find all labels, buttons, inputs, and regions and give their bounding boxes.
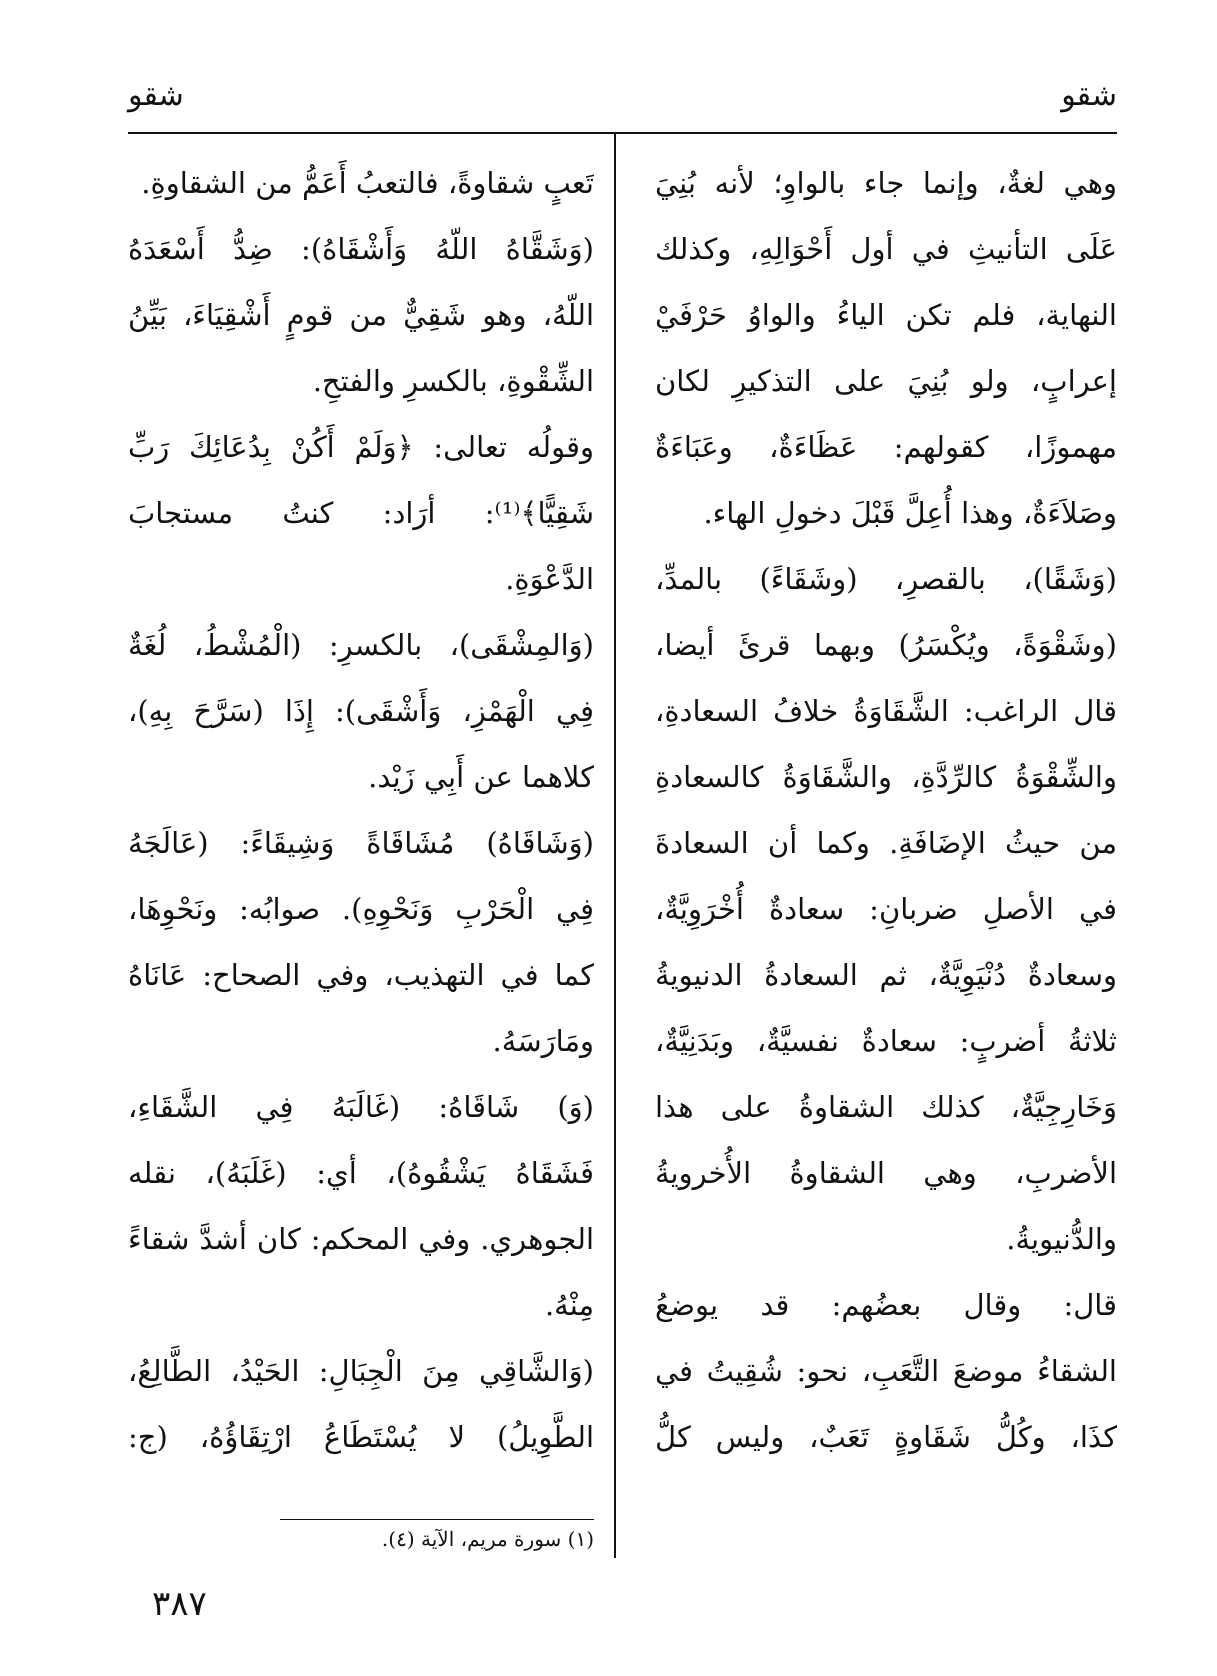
- text-line: تَعبٍ شقاوةً، فالتعبُ أَعَمُّ من الشقاوةِ.: [141, 166, 594, 200]
- text-line: (وَ) شَاقَاهُ: (غَالَبَهُ فِي الشَّقَاءِ،: [128, 1090, 594, 1124]
- text-line: (وَشَقَّاهُ اللّهُ وَأَشْقَاهُ): ضِدُّ أَسْعَدَهُ: [128, 232, 594, 266]
- text-line: النهاية، فلم تكن الياءُ والواوُ حَرْفَيْ: [655, 298, 1117, 332]
- text-line: الجوهري. وفي المحكم: كان أشدَّ شقاءً: [128, 1222, 594, 1256]
- text-line: (وَالشَّاقِي مِنَ الْجِبَالِ: الحَيْدُ، الطَّالِعُ،: [128, 1354, 594, 1388]
- text-line: الأضربِ، وهي الشقاوةُ الأُخرويةُ: [655, 1156, 1117, 1190]
- text-line: وَخَارِجِيَّةٌ، كذلك الشقاوةُ على هذا: [655, 1090, 1117, 1124]
- running-header-left: شقو: [128, 78, 184, 113]
- text-line: وهي لغةٌ، وإنما جاء بالواوِ؛ لأنه بُنِيَ: [655, 166, 1117, 200]
- text-line: ومَارَسَهُ.: [492, 1024, 594, 1058]
- text-line: مِنْهُ.: [544, 1288, 594, 1322]
- left-column: [128, 150, 594, 1470]
- text-line: فَشَقَاهُ يَشْقُوهُ)، أي: (غَلَبَهُ)، نقله: [128, 1156, 594, 1190]
- text-line: مهموزًا، كقولهم: عَظَاءَةٌ، وعَبَاءَةٌ: [655, 430, 1117, 464]
- header-rule: [128, 132, 1117, 134]
- footnote: (١) سورة مريم، الآية (٤).: [381, 1527, 594, 1551]
- text-line: (وَشَقًا)، بالقصرِ، (وشَقَاءً) بالمدِّ،: [655, 562, 1117, 596]
- text-line: الشِّقْوةِ، بالكسرِ والفتحِ.: [312, 364, 594, 398]
- text-line: كلاهما عن أَبِي زَيْد.: [368, 760, 594, 794]
- text-line: والدُّنيويةُ.: [1006, 1222, 1117, 1256]
- text-line: الشقاءُ موضعَ التَّعَبِ، نحو: شُقِيتُ في: [655, 1354, 1117, 1388]
- text-line: (وَالمِشْقَى)، بالكسرِ: (الْمُشْطُ، لُغَةٌ: [128, 628, 594, 662]
- text-line: وصَلاَءَةٌ، وهذا أُعِلَّ قَبْلَ دخولِ الهاء.: [703, 496, 1117, 530]
- text-line: وسعادةٌ دُنْيَوِيَّةٌ، ثم السعادةُ الدنيويةُ: [655, 958, 1117, 992]
- text-line: (وشَقْوَةً، ويُكْسَرُ) وبهما قرئَ أيضا،: [655, 628, 1117, 662]
- right-column: [655, 150, 1117, 1470]
- text-line: إعرابٍ، ولو بُنِيَ على التذكيرِ لكان: [655, 364, 1117, 398]
- column-divider: [614, 134, 616, 1558]
- text-line: الطَّوِيلُ) لا يُسْتَطَاعُ ارْتِقَاؤُهُ، (ج:: [128, 1420, 594, 1454]
- text-line: فِي الْحَرْبِ وَنَحْوِهِ). صوابُه: ونَحْوِهَا،: [128, 892, 594, 926]
- text-line: قال: وقال بعضُهم: قد يوضعُ: [655, 1288, 1117, 1322]
- page-number: ٣٨٧: [152, 1584, 207, 1624]
- text-line: شَقِيًّا﴾⁽¹⁾: أرَاد: كنتُ مستجابَ: [128, 496, 594, 530]
- text-line: عَلَى التأنيثِ في أول أَحْوَالِهِ، وكذلك: [655, 232, 1117, 266]
- text-line: كما في التهذيب، وفي الصحاح: عَانَاهُ: [128, 958, 594, 992]
- text-line: فِي الْهَمْزِ، وَأَشْقَى): إِذَا (سَرَّحَ بِهِ)،: [128, 694, 594, 728]
- text-line: الدَّعْوَةِ.: [505, 562, 594, 596]
- text-line: في الأصلِ ضربانِ: سعادةٌ أُخْرَوِيَّةٌ،: [655, 892, 1117, 926]
- text-line: ثلاثةُ أضربٍ: سعادةٌ نفسيَّةٌ، وبَدَنِيَّةٌ،: [655, 1024, 1117, 1058]
- text-line: وقولُه تعالى: ﴿وَلَمْ أَكُنْ بِدُعَائِكَ رَبِّ: [128, 430, 594, 464]
- text-line: كذَا، وكُلُّ شَقَاوةٍ تَعَبٌ، وليس كلُّ: [655, 1420, 1117, 1454]
- text-line: (وَشَاقَاهُ) مُشَاقَاةً وَشِيقَاءً: (عَالَجَهُ: [128, 826, 594, 860]
- text-line: والشِّقْوَةُ كالرِّدَّةِ، والشَّقَاوَةُ كالسعادةِ: [655, 760, 1117, 794]
- text-line: من حيثُ الإضَافَةِ. وكما أن السعادةَ: [655, 826, 1117, 860]
- footnote-rule: [280, 1519, 594, 1520]
- running-header-right: شقو: [1061, 78, 1117, 113]
- text-line: اللّهُ، وهو شَقِيٌّ من قومٍ أَشْقِيَاءَ، بَيِّنُ: [128, 298, 594, 332]
- text-line: قال الراغب: الشَّقَاوَةُ خلافُ السعادةِ،: [655, 694, 1117, 728]
